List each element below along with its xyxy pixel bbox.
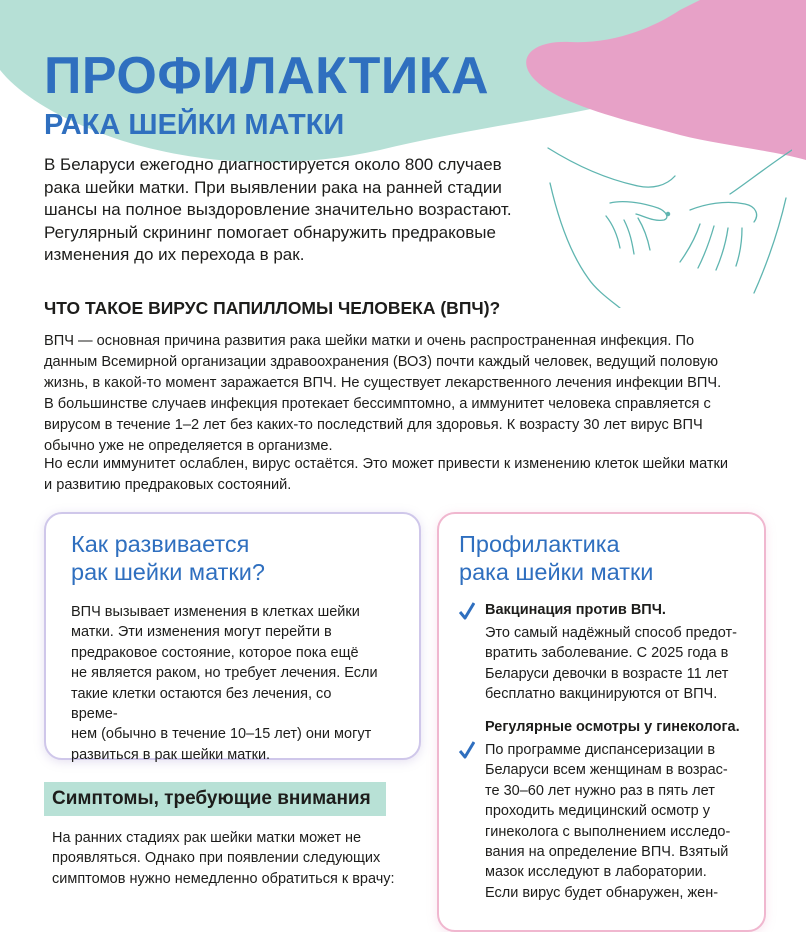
- page-subtitle: РАКА ШЕЙКИ МАТКИ: [44, 109, 345, 141]
- symptoms-title: Симптомы, требующие внимания: [52, 788, 371, 809]
- hpv-paragraph-1: ВПЧ — основная причина развития рака шейки матки и очень распространенная инфекция. По данным Всемирной организации здравоохранения (ВОЗ) почти каждый человек, ведущий половую жизнь, в какой-то момент заражается ВПЧ. Не существует лекарственного лечения инфекции ВПЧ. В большинстве случаев инфекция протекает бессимптомно, а иммунитет человека справляется с вирусом в течение 1–2 лет без каких-то последствий для здоровья. К возрасту 30 лет вирус ВПЧ обычно уже не определяется в организме.: [44, 333, 722, 454]
- card-title-development: Как развивается рак шейки матки?: [71, 531, 265, 585]
- intro-paragraph: В Беларуси ежегодно диагностируется около 800 случаев рака шейки матки. При выявлении рака на ранней стадии шансы на полное выздоровление значительно возрастают. Регулярный скрининг помогает обнаружить предраковые изменения до их перехода в рак.: [44, 155, 512, 265]
- symptoms-banner: [44, 782, 386, 816]
- prevention-item-text: Это самый надёжный способ предот- вратить заболевание. С 2025 года в Беларуси девочки в возрасте 11 лет бесплатно вакцинируются от ВПЧ.: [485, 625, 737, 703]
- hpv-heading: ЧТО ТАКОЕ ВИРУС ПАПИЛЛОМЫ ЧЕЛОВЕКА (ВПЧ)?: [44, 298, 501, 318]
- card-title-prevention: Профилактика рака шейки матки: [459, 531, 654, 585]
- hands-on-belly-illustration: [540, 128, 792, 308]
- card-how-cancer-develops: [44, 512, 421, 763]
- prevention-item-title: Регулярные осмотры у гинеколога.: [485, 719, 740, 735]
- prevention-item-text: По программе диспансеризации в Беларуси всем женщинам в возрас- те 30–60 лет нужно раз в пять лет проходить медицинский осмотр у гинеколога с выполнением исследо- вания на определение ВПЧ. Взятый мазок исследуют в лаборатории. Если вирус будет обнаружен, жен-: [485, 742, 731, 901]
- card-prevention: [437, 512, 766, 932]
- checkmark-icon: [459, 741, 475, 759]
- checkmark-icon: [459, 602, 475, 620]
- page-title: ПРОФИЛАКТИКА: [44, 47, 490, 105]
- card-text-development: ВПЧ вызывает изменения в клетках шейки матки. Эти изменения могут перейти в предраковое состояние, которое пока ещё не является раком, но требует лечения. Если такие клетки остаются без лечения, со време- нем (обычно в течение 10–15 лет) они могут развиться в рак шейки матки.: [71, 604, 378, 763]
- symptoms-text: На ранних стадиях рак шейки матки может не проявляться. Однако при появлении следующих симптомов нужно немедленно обратиться к врачу:: [52, 830, 395, 887]
- prevention-item-title: Вакцинация против ВПЧ.: [485, 602, 666, 618]
- hpv-paragraph-2: Но если иммунитет ослаблен, вирус остаётся. Это может привести к изменению клеток шейки матки и развитию предраковых состояний.: [44, 456, 729, 493]
